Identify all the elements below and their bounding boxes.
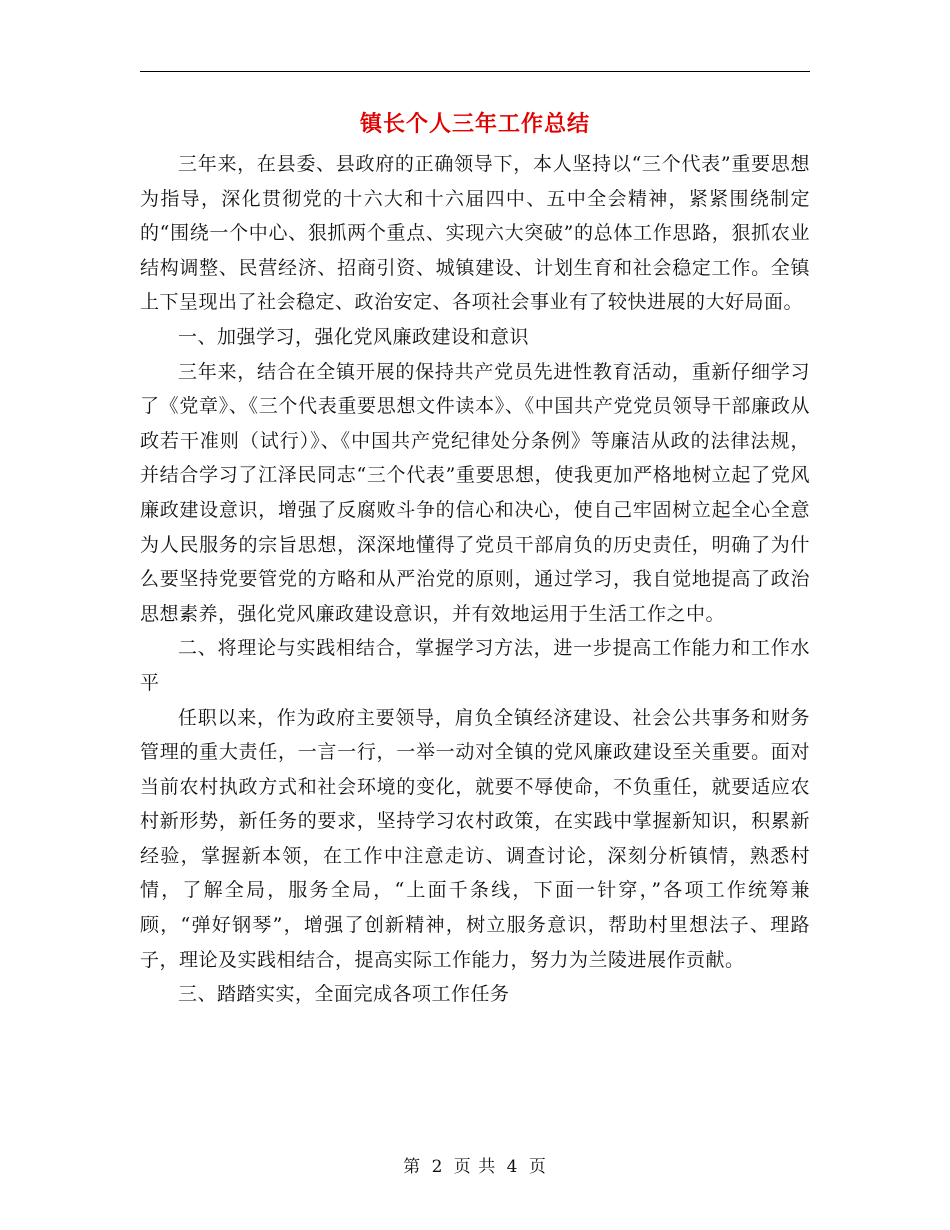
header-rule xyxy=(140,71,810,72)
document-body xyxy=(140,147,810,1012)
footer-current-page: 2 xyxy=(431,1157,444,1177)
footer-total-pages: 4 xyxy=(506,1157,519,1177)
intro-paragraph: 三年来，在县委、县政府的正确领导下，本人坚持以“三个代表”重要思想为指导，深化贯彻党的十六大和十六届四中、五中全会精神，紧紧围绕制定的“围绕一个中心、狠抓两个重点、实现六大突破”的总体工作思路，狠抓农业结构调整、民营经济、招商引资、城镇建设、计划生育和社会稳定工作。全镇上下呈现出了社会稳定、政治安定、各项社会事业有了较快进展的大好局面。 xyxy=(140,153,810,314)
footer-prefix: 第 xyxy=(403,1157,422,1177)
footer-suffix: 页 xyxy=(528,1157,547,1177)
section-heading-2: 二、将理论与实践相结合，掌握学习方法，进一步提高工作能力和工作水平 xyxy=(140,637,810,694)
footer-middle: 页 共 xyxy=(453,1157,497,1177)
section-1-paragraph: 三年来，结合在全镇开展的保持共产党员先进性教育活动，重新仔细学习了《党章》、《三个代表重要思想文件读本》、《中国共产党党员领导干部廉政从政若干准则（试行）》、《中国共产党纪律处分条例》等廉洁从政的法律法规，并结合学习了江泽民同志“三个代表”重要思想，使我更加严格地树立起了党风廉政建设意识，增强了反腐败斗争的信心和决心，使自己牢固树立起全心全意为人民服务的宗旨思想，深深地懂得了党员干部肩负的历史责任，明确了为什么要坚持党要管党的方略和从严治党的原则，通过学习，我自觉地提高了政治思想素养，强化党风廉政建设意识，并有效地运用于生活工作之中。 xyxy=(140,360,810,625)
page-footer xyxy=(0,1152,950,1177)
document-title: 镇长个人三年工作总结 xyxy=(359,111,590,137)
section-heading-3: 三、踏踏实实，全面完成各项工作任务 xyxy=(178,983,510,1006)
section-2-paragraph: 任职以来，作为政府主要领导，肩负全镇经济建设、社会公共事务和财务管理的重大责任，一言一行，一举一动对全镇的党风廉政建设至关重要。面对当前农村执政方式和社会环境的变化，就要不辱使命，不负重任，就要适应农村新形势，新任务的要求，坚持学习农村政策，在实践中掌握新知识，积累新经验，掌握新本领，在工作中注意走访、调查讨论，深刻分析镇情，熟悉村情，了解全局，服务全局，“上面千条线，下面一针穿，”各项工作统筹兼顾，“弹好钢琴”，增强了创新精神，树立服务意识，帮助村里想法子、理路子，理论及实践相结合，提高实际工作能力，努力为兰陵进展作贡献。 xyxy=(140,706,810,971)
section-heading-1: 一、加强学习，强化党风廉政建设和意识 xyxy=(178,325,530,348)
